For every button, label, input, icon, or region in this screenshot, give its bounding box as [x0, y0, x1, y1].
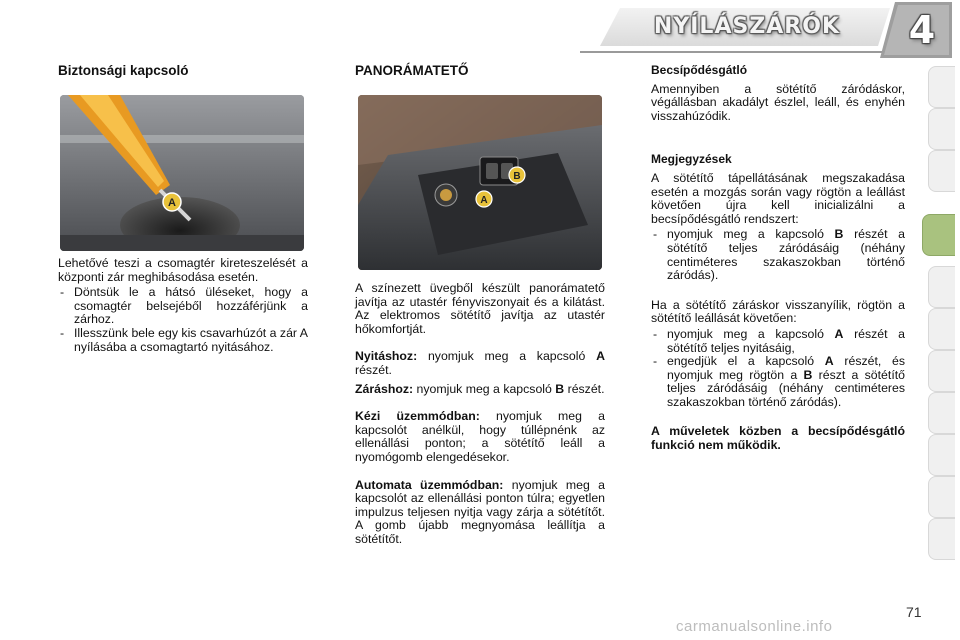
sunroof-heading: PANORÁMATETŐ [355, 63, 469, 78]
sunroof-switch-illustration [358, 95, 602, 270]
notes-text: A sötétítő tápellátásának megszakadása esetén a mozgás során vagy rögtön a leállást követően újra kell inicializálni a becsípődésgátló rendszert: [651, 170, 905, 226]
reopen-item2-mid: részét, és nyomjuk meg rögtön a [667, 354, 906, 382]
close-label: Záráshoz: [355, 381, 414, 396]
open-tail: részét. [355, 362, 392, 377]
anti-pinch-text: Amennyiben a sötétítő záródáskor, végállásban akadályt észlel, leáll, és enyhén visszahúzódik. [651, 81, 905, 123]
safety-switch-step-2: - Illesszünk bele egy kis csavarhúzót a zár A nyílásába a csomagtartó nyitásához. [58, 327, 308, 354]
open-label: Nyitáshoz: [355, 349, 418, 364]
safety-switch-heading-wrap [58, 64, 308, 78]
manual-mode-instruction [355, 410, 605, 464]
safety-switch-photo [60, 95, 304, 251]
sunroof-close-instruction [355, 383, 605, 397]
sunroof-open-instruction [355, 350, 605, 377]
right-column [651, 64, 905, 453]
notes-heading: Megjegyzések [651, 152, 732, 167]
chapter-tab-2[interactable] [928, 108, 955, 150]
manual-text: nyomjuk meg a kapcsolót anélkül, hogy túllépnénk az ellenállási ponton; a sötétítő leáll a nyomógomb elengedésekor. [355, 409, 605, 464]
note-item1-post: részét a sötétítő teljes záródásáig (néhány centiméteres szakaszokban történő záródás). [667, 227, 905, 283]
note-item1-key: B [834, 227, 844, 242]
safety-switch-heading: Biztonsági kapcsoló [58, 63, 189, 78]
chapter-tab-9[interactable] [928, 434, 955, 476]
chapter-tab-strip [928, 66, 960, 576]
reopen-item2-key2: B [803, 367, 813, 382]
anti-pinch-warning: A műveletek közben a becsípődésgátló funkció nem működik. [651, 424, 905, 453]
close-text: nyomjuk meg a kapcsoló [416, 381, 552, 396]
photo-label-a: A [480, 195, 488, 206]
auto-text: nyomjuk meg a kapcsolót az ellenállási ponton túlra; egyetlen impulzus teljesen nyitja vagy zárja a sötétítőt. A gomb újabb megnyomása leállítja a sötétítőt. [355, 477, 606, 546]
reopen-item2-pre: engedjük el a kapcsoló [667, 354, 815, 369]
note-item1-pre: nyomjuk meg a kapcsoló [667, 227, 824, 242]
sunroof-text [355, 282, 605, 547]
chapter-tab-8[interactable] [928, 392, 955, 434]
auto-mode-instruction [355, 479, 605, 547]
watermark: carmanualsonline.info [676, 618, 833, 635]
sunroof-heading-wrap [355, 64, 605, 78]
reopen-step-1 [651, 328, 905, 355]
chapter-tab-7[interactable] [928, 350, 955, 392]
screwdriver-lock-illustration [60, 95, 304, 251]
reopen-item1-key: A [834, 326, 844, 341]
sunroof-switch-photo [358, 95, 602, 270]
safety-switch-intro: Lehetővé teszi a csomagtér kireteszelését a központi zár meghibásodása esetén. [58, 256, 308, 284]
chapter-tab-5[interactable] [928, 266, 955, 308]
close-tail: részét. [567, 381, 605, 396]
photo-label-a: A [168, 197, 176, 209]
photo-label-b: B [513, 171, 521, 182]
notes-step-1 [651, 228, 905, 282]
safety-switch-text [58, 257, 308, 354]
chapter-tab-11[interactable] [928, 518, 955, 560]
auto-label: Automata üzemmódban: [355, 477, 504, 492]
open-key: A [596, 349, 605, 364]
chapter-tab-1[interactable] [928, 66, 955, 108]
anti-pinch-heading: Becsípődésgátló [651, 63, 748, 77]
reopen-text: Ha a sötétítő záráskor visszanyílik, rögtön a sötétítő leállását követően: [651, 297, 905, 326]
chapter-number: 4 [908, 8, 936, 52]
open-text: nyomjuk meg a kapcsoló [427, 349, 586, 364]
reopen-step-2 [651, 355, 905, 409]
page-number: 71 [906, 604, 922, 620]
chapter-tab-6[interactable] [928, 308, 955, 350]
chapter-tab-4-active[interactable] [922, 214, 955, 256]
reopen-item1-pre: nyomjuk meg a kapcsoló [667, 326, 824, 341]
reopen-item1-post: részét a sötétítő teljes nyitásáig, [667, 326, 905, 355]
reopen-item2-post: részt a sötétítő teljes záródásáig (néhány centiméteres szakaszokban történő záródás). [667, 367, 905, 409]
reopen-item2-key: A [824, 354, 834, 369]
close-key: B [555, 381, 565, 396]
chapter-tab-3[interactable] [928, 150, 955, 192]
chapter-tab-10[interactable] [928, 476, 955, 518]
manual-label: Kézi üzemmódban: [355, 409, 480, 424]
chapter-title: NYÍLÁSZÁRÓK [653, 14, 840, 39]
safety-switch-step-1: - Döntsük le a hátsó üléseket, hogy a csomagtér belsejéből hozzáférjünk a zárhoz. [58, 286, 308, 327]
sunroof-intro: A színezett üvegből készült panorámatető javítja az utastér fényviszonyait és a kilátást. Az elektromos sötétítő javítja az utastér hőkomfortját. [355, 281, 605, 336]
